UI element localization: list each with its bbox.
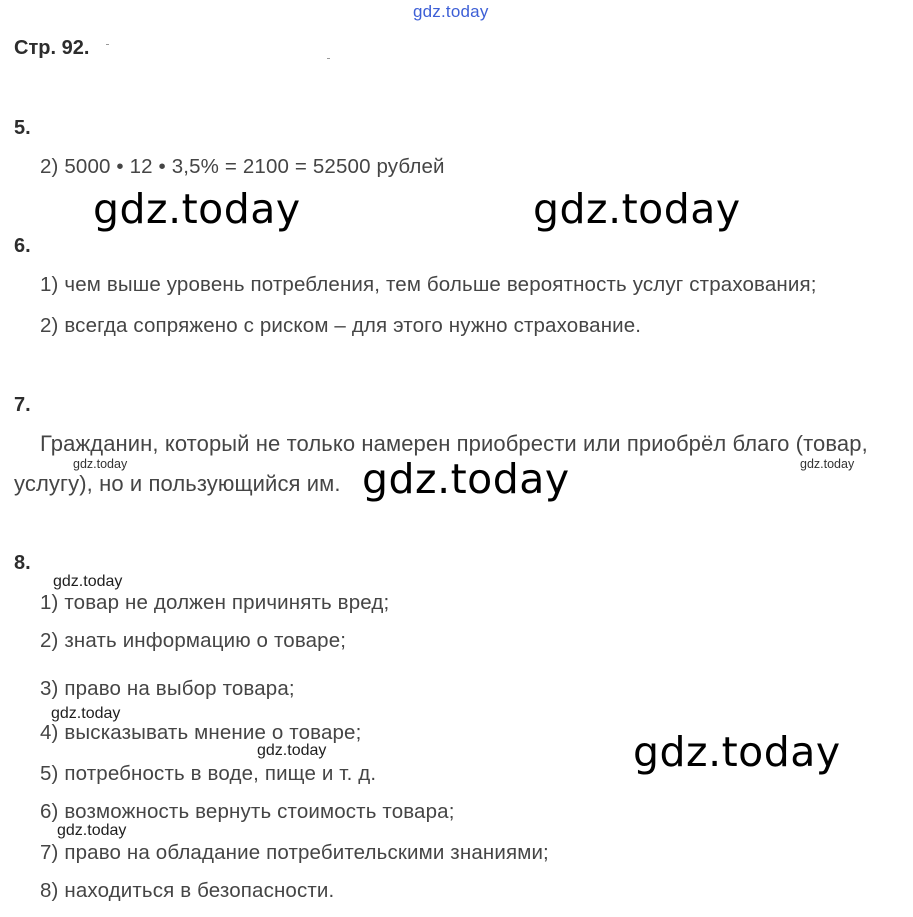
answer-line: 2) 5000 • 12 • 3,5% = 2100 = 52500 рублей <box>40 155 445 178</box>
paragraph-line: Гражданин, который не только намерен приобрести или приобрёл благо (товар, <box>40 431 868 456</box>
scan-speck <box>106 44 109 45</box>
watermark-small: gdz.today <box>53 573 123 590</box>
answer-line: 4) высказывать мнение о товаре; <box>40 721 362 744</box>
answer-line: 2) знать информацию о товаре; <box>40 629 347 652</box>
watermark-small: gdz.today <box>57 822 127 839</box>
question-number-5: 5. <box>14 117 31 139</box>
watermark-large: gdz.today <box>633 728 841 776</box>
page-title: Стр. 92. <box>14 37 90 59</box>
answer-line: 7) право на обладание потребительскими знаниями; <box>40 841 549 864</box>
watermark-small: gdz.today <box>51 705 121 722</box>
answer-line: 8) находиться в безопасности. <box>40 879 335 902</box>
answer-line: 1) чем выше уровень потребления, тем больше вероятность услуг страхования; <box>40 273 817 296</box>
question-number-7: 7. <box>14 394 31 416</box>
question-number-6: 6. <box>14 235 31 257</box>
watermark-large: gdz.today <box>93 185 301 233</box>
answer-line: 6) возможность вернуть стоимость товара; <box>40 800 455 823</box>
scan-speck <box>327 58 330 59</box>
watermark-large: gdz.today <box>533 185 741 233</box>
watermark-large: gdz.today <box>362 455 570 503</box>
watermark-small: gdz.today <box>257 742 327 759</box>
answer-line: 1) товар не должен причинять вред; <box>40 591 390 614</box>
watermark-tiny: gdz.today <box>800 457 855 471</box>
watermark-tiny: gdz.today <box>73 457 128 471</box>
answer-line: 3) право на выбор товара; <box>40 677 295 700</box>
answer-line: 5) потребность в воде, пище и т. д. <box>40 762 377 785</box>
paragraph-line: услугу), но и пользующийся им. <box>14 471 341 496</box>
question-number-8: 8. <box>14 552 31 574</box>
top-watermark: gdz.today <box>413 2 489 21</box>
answer-line: 2) всегда сопряжено с риском – для этого нужно страхование. <box>40 314 642 337</box>
